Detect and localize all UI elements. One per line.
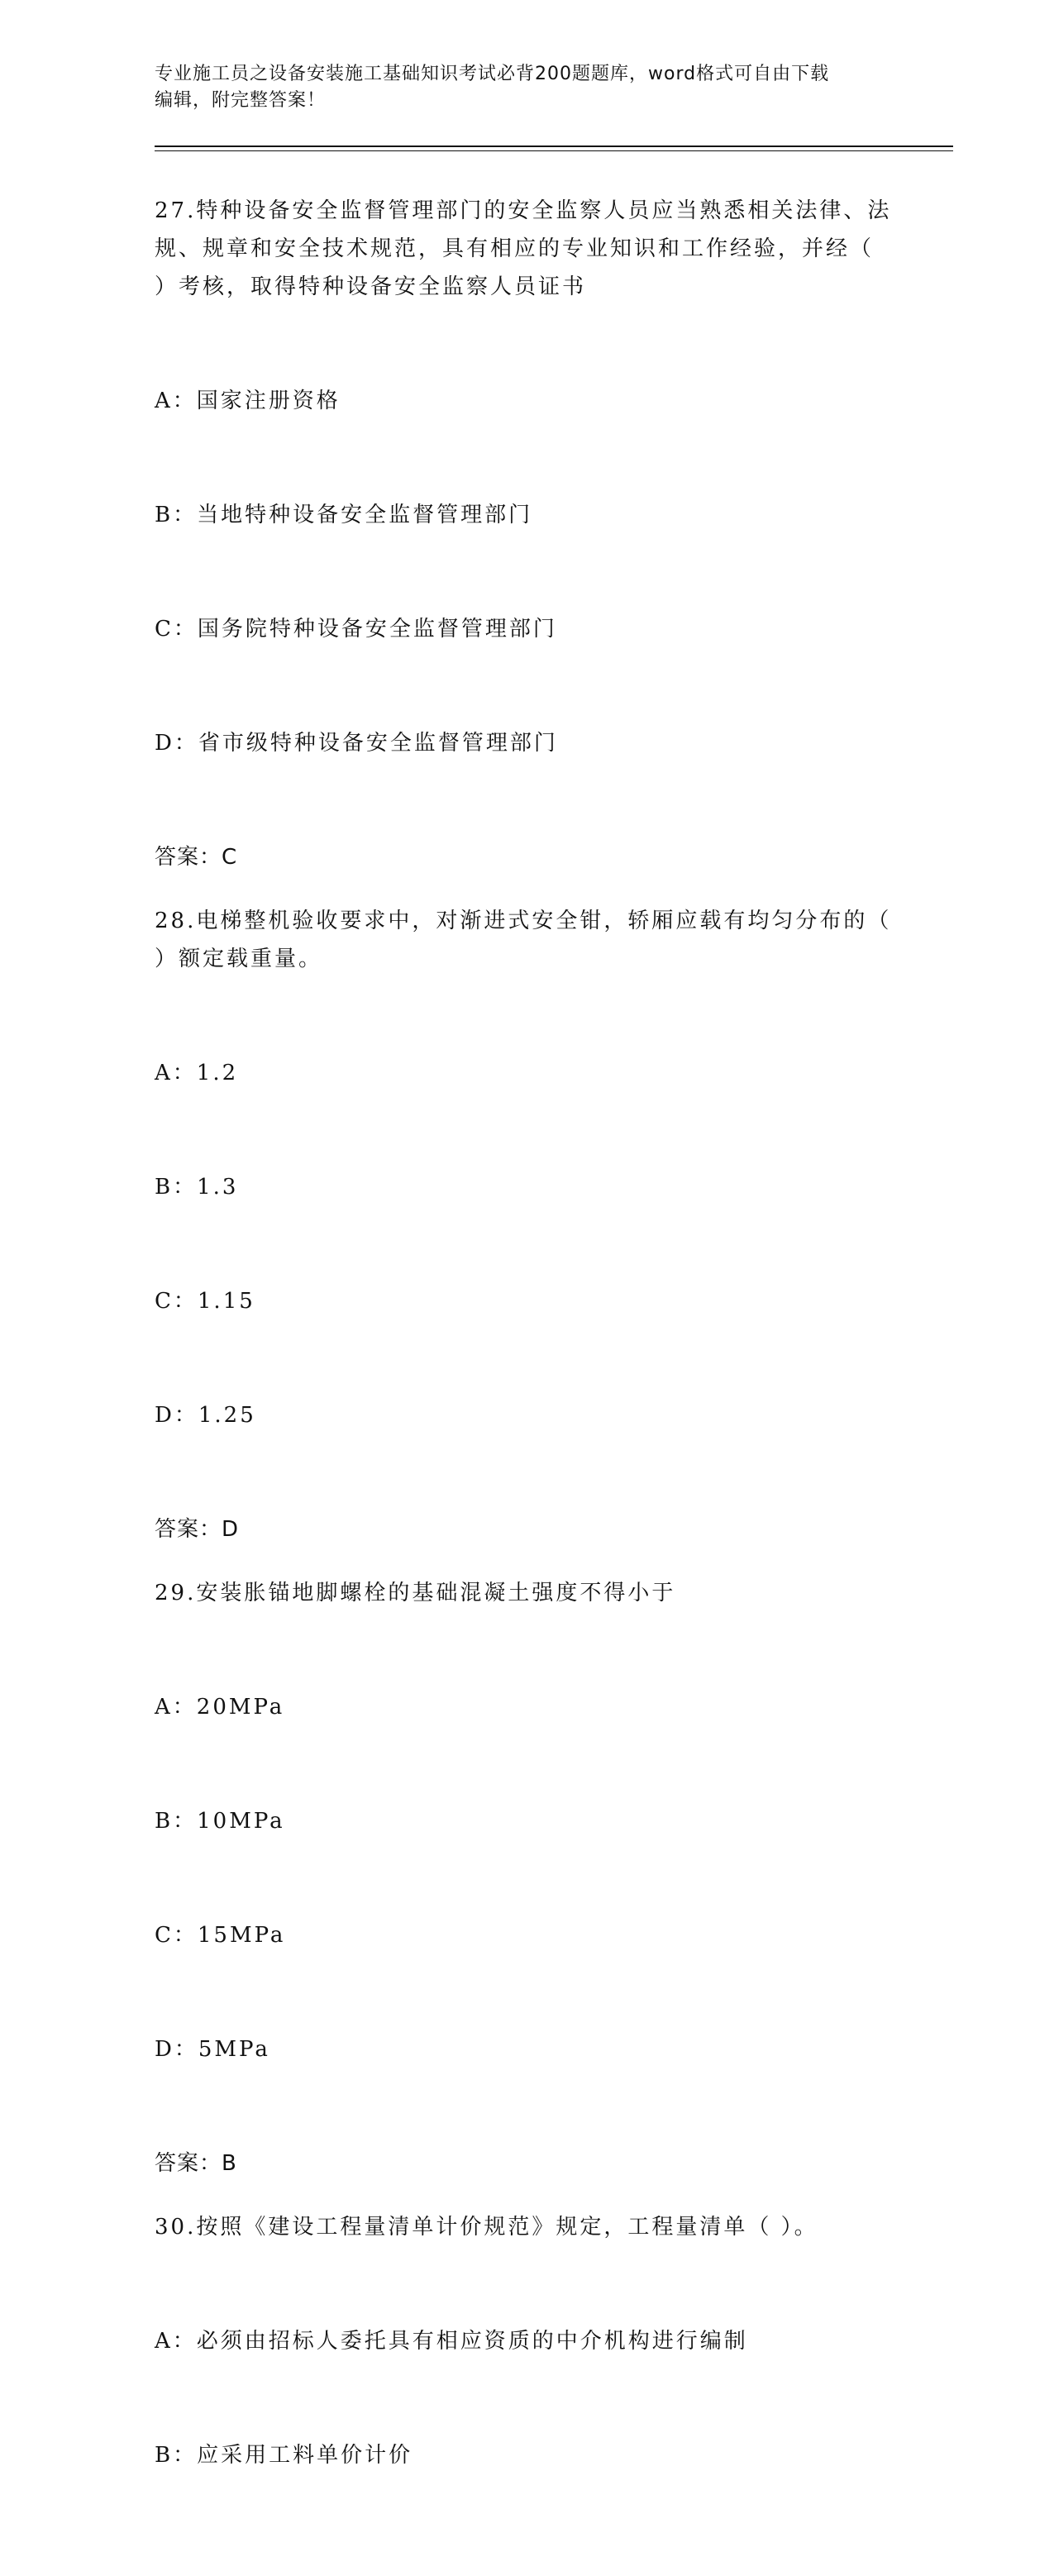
question-27: [155, 192, 899, 876]
header-divider-thick: [155, 145, 953, 147]
option-a: A：国家注册资格: [155, 389, 341, 413]
option-b: B：1.3: [155, 1175, 239, 1200]
question-30: [155, 2208, 899, 2550]
question-stem: [155, 192, 899, 306]
header-line-1: 专业施工员之设备安装施工基础知识考试必背200题题库，word格式可自由下载: [155, 64, 830, 84]
question-list: [155, 192, 899, 2576]
option-a: A：必须由招标人委托具有相应资质的中介机构进行编制: [155, 2329, 748, 2354]
stem-line: 29.安装胀锚地脚螺栓的基础混凝土强度不得小于: [155, 1581, 676, 1605]
document-header: [155, 61, 899, 114]
option-b: B：10MPa: [155, 1809, 285, 1834]
answer-text: 答案：C: [155, 845, 238, 870]
answer-text: 答案：D: [155, 1517, 240, 1542]
option-c: C：1.15: [155, 1289, 255, 1314]
option-c: C：15MPa: [155, 1923, 286, 1948]
question-stem: [155, 902, 899, 978]
stem-line: 28.电梯整机验收要求中，对渐进式安全钳，轿厢应载有均匀分布的（: [155, 909, 892, 933]
stem-line: 27.特种设备安全监督管理部门的安全监察人员应当熟悉相关法律、法: [155, 198, 892, 223]
question-28: [155, 902, 899, 1548]
option-a: A：20MPa: [155, 1695, 285, 1720]
stem-line: ）额定载重量。: [155, 947, 323, 971]
option-a: A：1.2: [155, 1061, 239, 1085]
option-d: D：1.25: [155, 1403, 256, 1428]
option-d: D：省市级特种设备安全监督管理部门: [155, 731, 558, 756]
option-d: D：5MPa: [155, 2037, 270, 2062]
question-29: [155, 1574, 899, 2182]
question-stem: [155, 1574, 899, 1612]
stem-line: 30.按照《建设工程量清单计价规范》规定，工程量清单（ ）。: [155, 2215, 818, 2240]
stem-line: 规、规章和安全技术规范，具有相应的专业知识和工作经验，并经（: [155, 236, 875, 261]
header-divider-thin: [155, 150, 953, 151]
option-b: B：应采用工料单价计价: [155, 2443, 413, 2468]
question-stem: [155, 2208, 899, 2246]
option-b: B：当地特种设备安全监督管理部门: [155, 503, 533, 527]
answer-text: 答案：B: [155, 2151, 237, 2176]
option-c: C：国务院特种设备安全监督管理部门: [155, 617, 557, 642]
header-line-2: 编辑，附完整答案！: [155, 90, 327, 111]
stem-line: ）考核，取得特种设备安全监察人员证书: [155, 274, 587, 299]
